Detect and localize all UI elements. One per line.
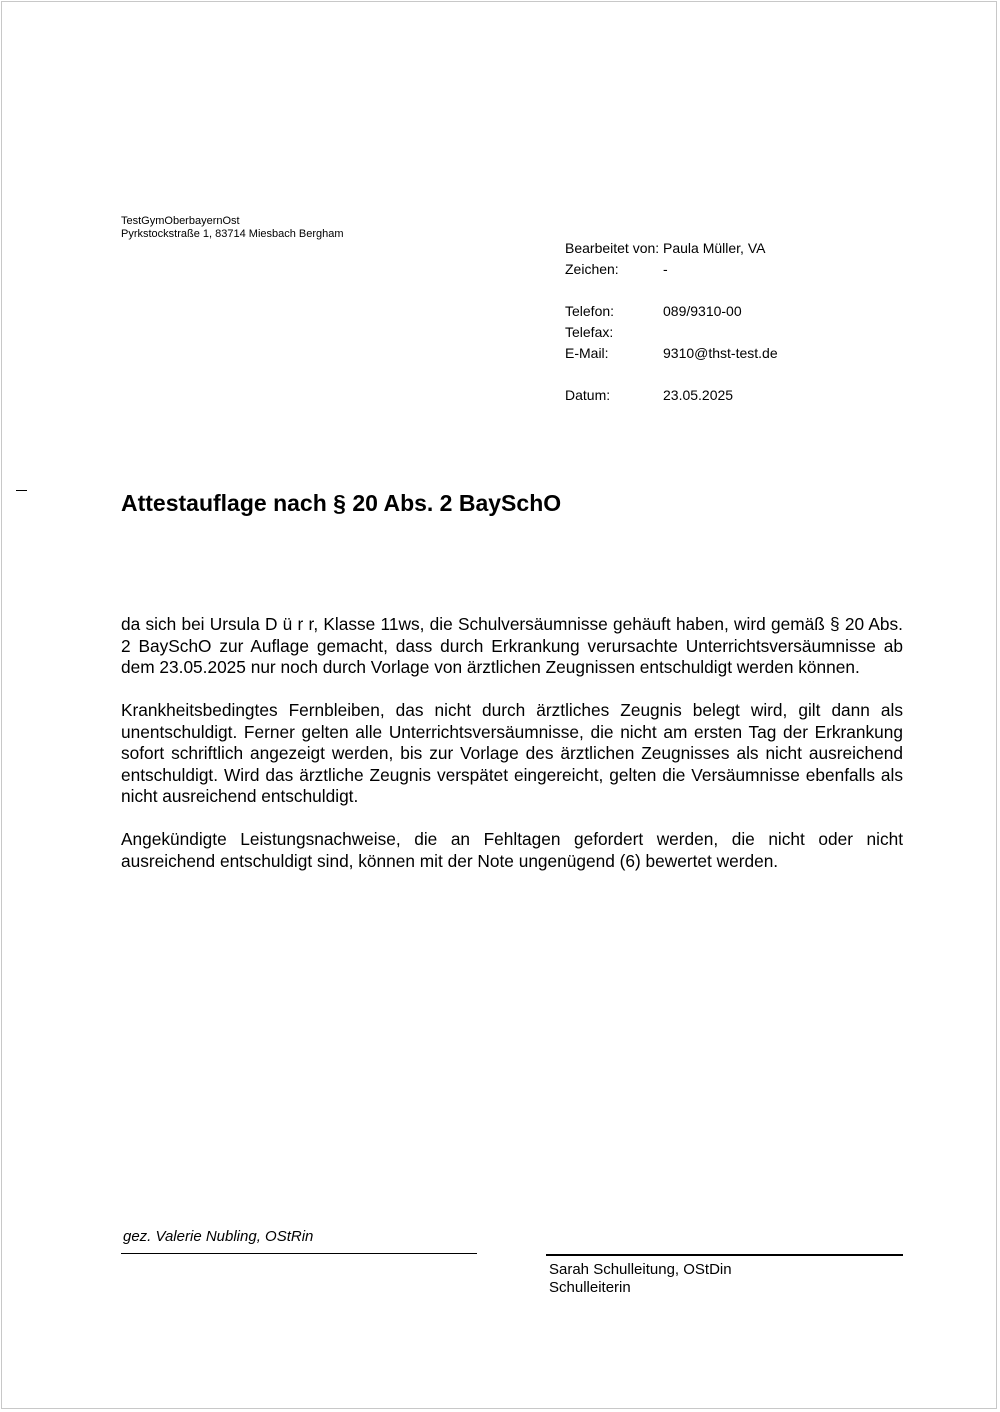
datum-label: Datum: [565, 387, 611, 403]
paragraph-3: Angekündigte Leistungsnachweise, die an Fehltagen gefordert werden, die nicht oder nicht ausreichend entschuldigt sind, können mit der Note ungenügend (6) bewertet werden. [121, 829, 903, 871]
telefon-value: 089/9310-00 [663, 303, 742, 319]
telefon-label: Telefon: [565, 303, 615, 319]
bearbeitet-label: Bearbeitet von: [565, 240, 660, 256]
zeichen-value: - [663, 261, 668, 277]
letter-body [121, 614, 903, 894]
paragraph-1: da sich bei Ursula D ü r r, Klasse 11ws, die Schulversäumnisse gehäuft haben, wird gemäß § 20 Abs. 2 BaySchO zur Auflage gemacht, dass durch Erkrankung verursachte Unterrichtsversäumnisse ab dem 23.05.2025 nur noch durch Vorlage von ärztlichen Zeugnissen entschuldigt werden können. [121, 614, 903, 677]
email-label: E-Mail: [565, 345, 609, 361]
signature-right [549, 1261, 732, 1297]
signature-right-name: Sarah Schulleitung, OStDin [549, 1261, 732, 1278]
sender-address: Pyrkstockstraße 1, 83714 Miesbach Bergham [121, 228, 344, 240]
signature-right-role: Schulleiterin [549, 1279, 631, 1296]
datum-value: 23.05.2025 [663, 387, 734, 403]
paragraph-2: Krankheitsbedingtes Fernbleiben, das nicht durch ärztliches Zeugnis belegt wird, gilt dann als unentschuldigt. Ferner gelten alle Unterrichtsversäumnisse, die nicht am ersten Tag der Erkrankung sofort schriftlich angezeigt werden, bis zur Vorlage des ärztlichen Zeugnisses als nicht ausreichend entschuldigt. Wird das ärztliche Zeugnis verspätet eingereicht, gelten die Versäumnisse ebenfalls als nicht ausreichend entschuldigt. [121, 700, 903, 806]
document-title: Attestauflage nach § 20 Abs. 2 BaySchO [121, 490, 562, 516]
sender-block [121, 215, 344, 241]
email-value: 9310@thst-test.de [663, 345, 778, 361]
bearbeitet-value: Paula Müller, VA [663, 240, 766, 256]
fold-mark [16, 490, 27, 491]
signature-left: gez. Valerie Nubling, OStRin [121, 1228, 477, 1254]
signature-line-right [546, 1254, 903, 1256]
zeichen-label: Zeichen: [565, 261, 619, 277]
telefax-label: Telefax: [565, 324, 614, 340]
sender-school: TestGymOberbayernOst [121, 215, 240, 227]
